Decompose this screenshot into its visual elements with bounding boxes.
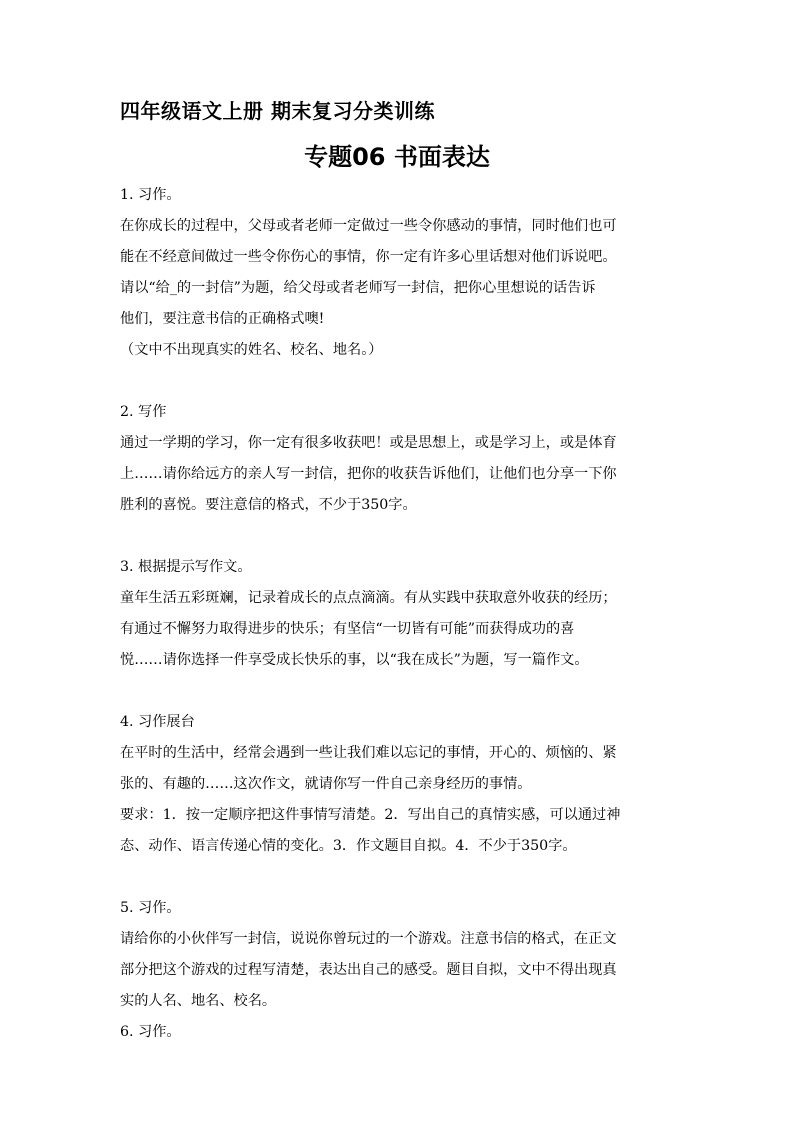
section-2-line: 胜利的喜悦。要注意信的格式，不少于350字。 — [120, 497, 417, 513]
section-2-line: 通过一学期的学习，你一定有很多收获吧！或是思想上，或是学习上，或是体育 — [120, 435, 617, 451]
paragraph-gap — [120, 366, 695, 397]
section-5-line: 部分把这个游戏的过程写清楚，表达出自己的感受。题目自拟，文中不得出现真 — [120, 962, 617, 978]
section-4-line: 张的、有趣的……这次作文，就请你写一件自己亲身经历的事情。 — [120, 776, 532, 792]
section-1-line: 请以“给_的一封信”为题，给父母或者老师写一封信，把你心里想说的话告诉 — [120, 280, 596, 296]
paragraph-gap — [120, 521, 695, 552]
section-5-line: 实的人名、地名、校名。 — [120, 993, 277, 1009]
section-3-heading: 3. 根据提示写作文。 — [120, 559, 252, 575]
section-1-line: （文中不出现真实的姓名、校名、地名。） — [120, 342, 383, 358]
section-4-line: 态、动作、语言传递心情的变化。3．作文题目自拟。4．不少于350字。 — [120, 838, 577, 854]
section-4-line: 要求：1．按一定顺序把这件事情写清楚。2．写出自己的真情实感，可以通过神 — [120, 807, 621, 823]
document-title: 专题06 书面表达 — [304, 143, 490, 171]
document-header: 四年级语文上册 期末复习分类训练 — [120, 99, 435, 123]
section-4-heading: 4. 习作展台 — [120, 714, 195, 730]
paragraph-gap — [120, 676, 695, 707]
section-1-line: 他们，要注意书信的正确格式噢! — [120, 311, 325, 327]
section-4-line: 在平时的生活中，经常会遇到一些让我们难以忘记的事情，开心的、烦恼的、紧 — [120, 745, 617, 761]
section-5-line: 请给你的小伙伴写一封信，说说你曾玩过的一个游戏。注意书信的格式，在正文 — [120, 931, 617, 947]
document-body — [120, 180, 695, 1048]
paragraph-gap — [120, 862, 695, 893]
section-2-line: 上……请你给远方的亲人写一封信，把你的收获告诉他们，让他们也分享一下你 — [120, 466, 617, 482]
section-2-heading: 2. 写作 — [120, 404, 167, 420]
section-1-line: 能在不经意间做过一些令你伤心的事情，你一定有许多心里话想对他们诉说吧。 — [120, 249, 617, 265]
section-3-line: 悦……请你选择一件享受成长快乐的事，以“我在成长”为题，写一篇作文。 — [120, 652, 589, 668]
section-3-line: 有通过不懈努力取得进步的快乐；有坚信“一切皆有可能”而获得成功的喜 — [120, 621, 575, 637]
section-6-heading: 6. 习作。 — [120, 1024, 181, 1040]
section-3-line: 童年生活五彩斑斓，记录着成长的点点滴滴。有从实践中获取意外收获的经历； — [120, 590, 617, 606]
section-1-line: 在你成长的过程中，父母或者老师一定做过一些令你感动的事情，同时他们也可 — [120, 218, 617, 234]
section-5-heading: 5. 习作。 — [120, 900, 181, 916]
section-1-heading: 1. 习作。 — [120, 187, 181, 203]
